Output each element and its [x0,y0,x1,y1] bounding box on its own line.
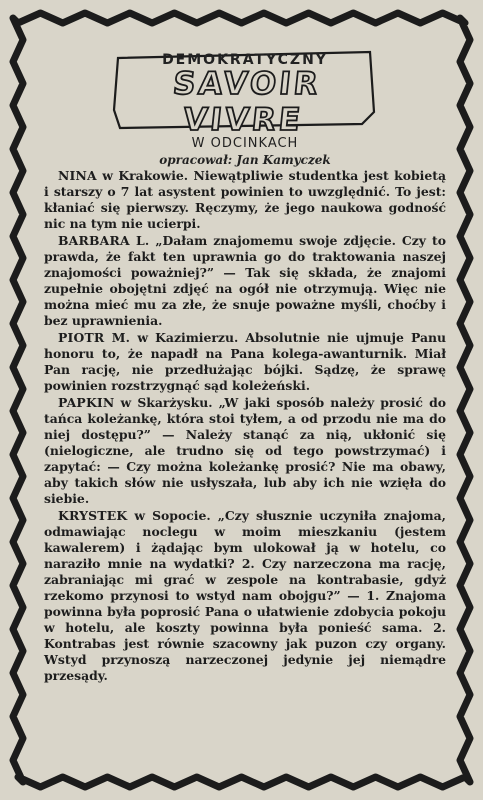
entry-barbara [44,233,446,329]
entry-name: PAPKIN [58,395,115,410]
entry-krystek [44,508,446,684]
entry-text: „Dałam znajomemu swoje zdjęcie. Czy to prawda, że fakt ten uprawnia go do traktowania naszej znajomości poważniej?” — Tak się składa, że znajomi zupełnie obojętni zdjęć na ogół nie otrzymują. Więc nie można mieć mu za złe, że snuje poważne myśli, choćby i bez uprawnienia. [44,233,446,328]
article-body [44,168,446,685]
entry-text: w Sopocie. „Czy słusznie uczyniła znajoma, odmawiając noclegu w moim mieszkaniu (jestem kawalerem) i żądając bym ulokował ją w hotelu, co naraziło mnie na wydatki? 2. Czy narzeczona ma rację, zabraniając mi grać w zespole na kontrabasie, gdyż rzekomo przynosi to wstyd nam obojgu?” — 1. Znajoma powinna była poprosić Pana o ułatwienie zdobycia pokoju w hotelu, ale koszty powinna była ponieść sama. 2. Kontrabas jest równie szacowny jak puzon czy organy. Wstyd przynoszą narzeczonej jedynie jej niemądre przesądy. [44,508,446,683]
entry-text: w Skarżysku. „W jaki sposób należy prosić do tańca koleżankę, która stoi tyłem, a od przodu nie ma do niej dostępu?” — Należy stanąć za nią, ukłonić się (nielogiczne, ale trudno się od tego powstrzymać) i zapytać: — Czy można koleżankę prosić? Nie ma obawy, aby takich słów nie usłyszała, lub aby ich nie wzięła do siebie. [44,395,446,506]
entry-text: w Kazimierzu. Absolutnie nie ujmuje Panu honoru to, że napadł na Pana kolega-awanturnik. Miał Pan rację, nie przedłużając bójki. Sądzę, że sprawę powinien rozstrzygnąć sąd koleżeński. [44,330,446,393]
entry-name: KRYSTEK [58,508,128,523]
entry-piotr [44,330,446,394]
header-subtitle: W ODCINKACH [191,136,299,151]
header-top-word: DEMOKRATYCZNY [162,52,328,68]
entry-name: NINA [58,168,97,183]
header-author: opracował: Jan Kamyczek [159,153,331,167]
entry-name: PIOTR M. [58,330,131,345]
entry-papkin [44,395,446,507]
entry-text: w Krakowie. Niewątpliwie studentka jest kobietą i starszy o 7 lat asystent powinien to uwzględnić. To jest: kłaniać się pierwszy. Ręczymy, że jego naukowa godność nic na tym nie ucierpi. [44,168,446,231]
column-header [110,48,380,167]
header-title: SAVOIR VIVRE [171,66,323,138]
entry-name: BARBARA L. [58,233,150,248]
entry-nina [44,168,446,232]
